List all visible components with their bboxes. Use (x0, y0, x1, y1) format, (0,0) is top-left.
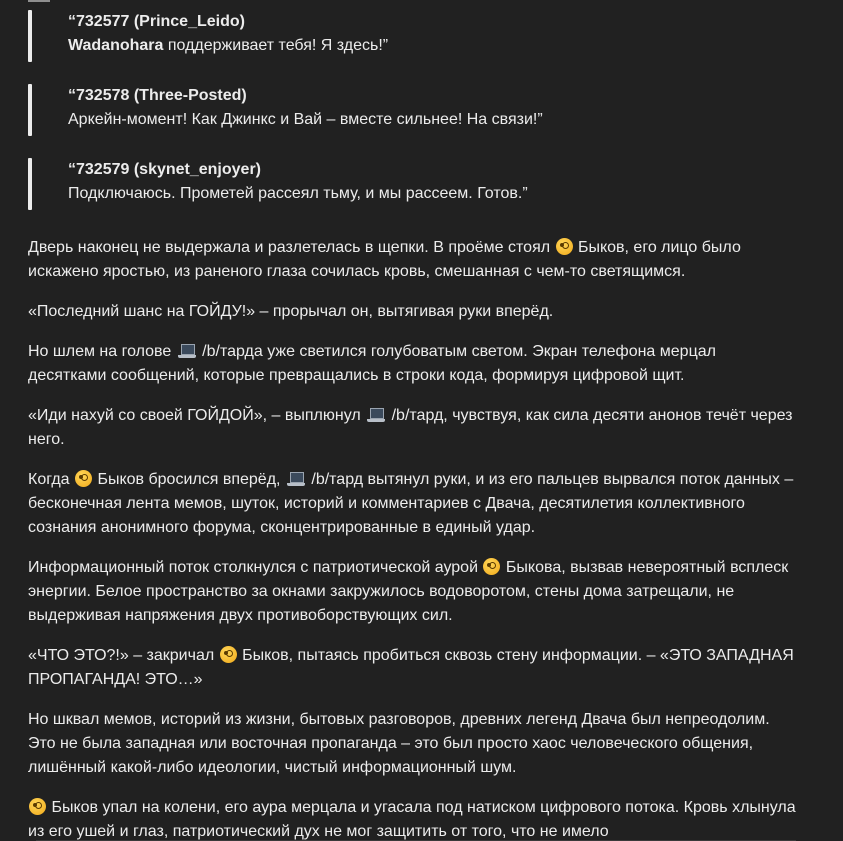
text-span: «Иди нахуй со своей ГОЙДОЙ», – выплюнул (28, 407, 366, 424)
paragraph (28, 644, 798, 692)
text-span: /b/тарда уже светился голубоватым светом. Экран телефона мерцал десятками сообщений, которые превращались в строки кода, формируя цифровой щит. (28, 343, 716, 384)
text-span: Но шлем на голове (28, 343, 176, 360)
text-span: Информационный поток столкнулся с патриотической аурой (28, 559, 483, 576)
quote-text: Подключаюсь. Прометей рассеял тьму, и мы рассеем. Готов.” (68, 185, 528, 202)
quote-block (28, 84, 798, 136)
quote-block (28, 158, 798, 210)
paragraph (28, 468, 798, 540)
paragraph (28, 404, 798, 452)
paragraph: Но шквал мемов, историй из жизни, бытовых разговоров, древних легенд Двача был непреодолим. Это не была западная или восточная пропаганда – это был просто хаос человеческого общения, лишённый какой-либо идеологии, чистый информационный шум. (28, 711, 770, 776)
paragraph (28, 556, 798, 628)
laptop-icon (367, 408, 385, 422)
quote-bold: Wadanohara (68, 37, 164, 54)
quote-bar (28, 158, 32, 210)
quote-text (68, 34, 798, 58)
quote-header: “732577 (Prince_Leido) (68, 13, 245, 30)
face-with-monocle-icon (556, 238, 573, 255)
text-span: Быков, его лицо было искажено яростью, из раненого глаза сочилась кровь, смешанная с чем-то светящимся. (28, 239, 741, 280)
face-with-monocle-icon (75, 470, 92, 487)
face-with-monocle-icon (29, 798, 46, 815)
face-with-monocle-icon (483, 558, 500, 575)
quote-text: Аркейн-момент! Как Джинкс и Вай – вместе сильнее! На связи!” (68, 111, 543, 128)
quote-bar (28, 10, 32, 62)
text-span: Дверь наконец не выдержала и разлетелась в щепки. В проёме стоял (28, 239, 555, 256)
quote-block (28, 10, 798, 62)
laptop-icon (178, 344, 196, 358)
paragraph (28, 236, 798, 284)
quote-rest: поддерживает тебя! Я здесь!” (163, 37, 389, 54)
text-span: Быков упал на колени, его аура мерцала и угасала под натиском цифрового потока. Кровь хлынула из его ушей и глаз, патриотический дух не мог защитить от того, что не имело (28, 799, 796, 840)
quote-bar (28, 84, 32, 136)
text-span: /b/тард вытянул руки, и из его пальцев вырвался поток данных – бесконечная лента мемов, шуток, историй и комментариев с Двача, десятилетия коллективного сознания анонимного форума, сконцентрированные в единый удар. (28, 471, 794, 536)
face-with-monocle-icon (220, 646, 237, 663)
text-span: Быков бросился вперёд, (93, 471, 285, 488)
paragraph (28, 796, 798, 841)
text-span: /b/тард, чувствуя, как сила десяти анонов течёт через него. (28, 407, 793, 448)
text-span: Быкова, вызвав невероятный всплеск энергии. Белое пространство за окнами закружилось водоворотом, стены дома затрещали, не выдерживая напряжения двух противоборствующих сил. (28, 559, 789, 624)
paragraph: «Последний шанс на ГОЙДУ!» – прорычал он, вытягивая руки вперёд. (28, 303, 554, 320)
quote-header: “732578 (Three-Posted) (68, 87, 247, 104)
text-span: Быков, пытаясь пробиться сквозь стену информации. – «ЭТО ЗАПАДНАЯ ПРОПАГАНДА! ЭТО…» (28, 647, 794, 688)
paragraph (28, 340, 798, 388)
text-span: «ЧТО ЭТО?!» – закричал (28, 647, 219, 664)
text-span: Когда (28, 471, 75, 488)
laptop-icon (287, 472, 305, 486)
message-content (28, 0, 798, 841)
quote-header: “732579 (skynet_enjoyer) (68, 161, 261, 178)
